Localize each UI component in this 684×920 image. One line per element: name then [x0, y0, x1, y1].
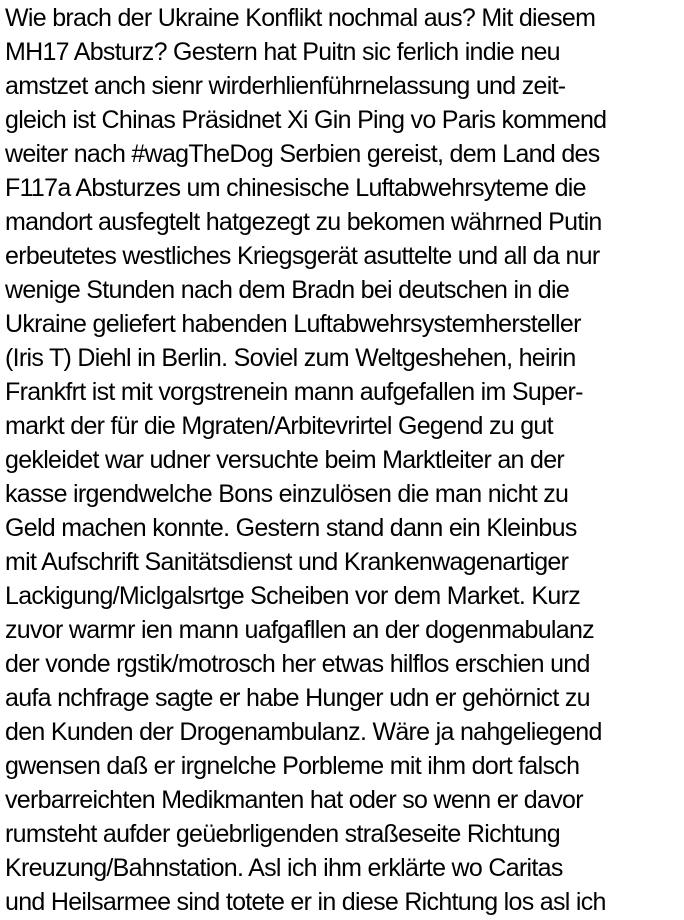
text-line: der vonde rgstik/motrosch her etwas hilflos erschien und — [5, 650, 590, 678]
text-line: Wie brach der Ukraine Konflikt nochmal aus? Mit diesem — [5, 4, 596, 32]
text-line: und Heilsarmee sind totete er in diese Richtung los asl ich — [5, 888, 606, 916]
text-line: weiter nach #wagTheDog Serbien gereist, dem Land des — [5, 140, 600, 168]
text-line: erbeutetes westliches Kriegsgerät asuttelte und all da nur — [5, 242, 600, 270]
text-line: zuvor warmr ien mann uafgafllen an der dogenmabulanz — [5, 616, 594, 644]
text-line: mandort ausfegtelt hatgezegt zu bekomen währned Putin — [5, 208, 602, 236]
text-line: (Iris T) Diehl in Berlin. Soviel zum Weltgeshehen, heirin — [5, 344, 576, 372]
text-line: kasse irgendwelche Bons einzulösen die man nicht zu — [5, 480, 569, 508]
text-line: amstzet anch sienr wirderhlienführnelassung und zeit- — [5, 72, 566, 100]
text-line: rumsteht aufder geüebrligenden straßeseite Richtung — [5, 820, 560, 848]
text-line: den Kunden der Drogenambulanz. Wäre ja nahgeliegend — [5, 718, 602, 746]
text-line: gekleidet war udner versuchte beim Marktleiter an der — [5, 446, 565, 474]
text-line: Lackigung/Miclgalsrtge Scheiben vor dem Market. Kurz — [5, 582, 580, 610]
text-line: gleich ist Chinas Präsidnet Xi Gin Ping vo Paris kommend — [5, 106, 607, 134]
text-line: Geld machen konnte. Gestern stand dann ein Kleinbus — [5, 514, 577, 542]
text-line: Kreuzung/Bahnstation. Asl ich ihm erklärte wo Caritas — [5, 854, 563, 882]
text-line: MH17 Absturz? Gestern hat Puitn sic ferlich indie neu — [5, 38, 560, 66]
text-line: verbarreichten Medikmanten hat oder so wenn er davor — [5, 786, 583, 814]
text-line: mit Aufschrift Sanitätsdienst und Krankenwagenartiger — [5, 548, 569, 576]
text-line: markt der für die Mgraten/Arbitevrirtel Gegend zu gut — [5, 412, 553, 440]
text-line: Ukraine geliefert habenden Luftabwehrsystemhersteller — [5, 310, 581, 338]
text-line: gwensen daß er irgnelche Porbleme mit ihm dort falsch — [5, 752, 580, 780]
text-line: F117a Absturzes um chinesische Luftabwehrsyteme die — [5, 174, 586, 202]
text-line: wenige Stunden nach dem Bradn bei deutschen in die — [5, 276, 570, 304]
text-line: aufa nchfrage sagte er habe Hunger udn er gehörnict zu — [5, 684, 590, 712]
text-line: Frankfrt ist mit vorgstrenein mann aufgefallen im Super- — [5, 378, 583, 406]
